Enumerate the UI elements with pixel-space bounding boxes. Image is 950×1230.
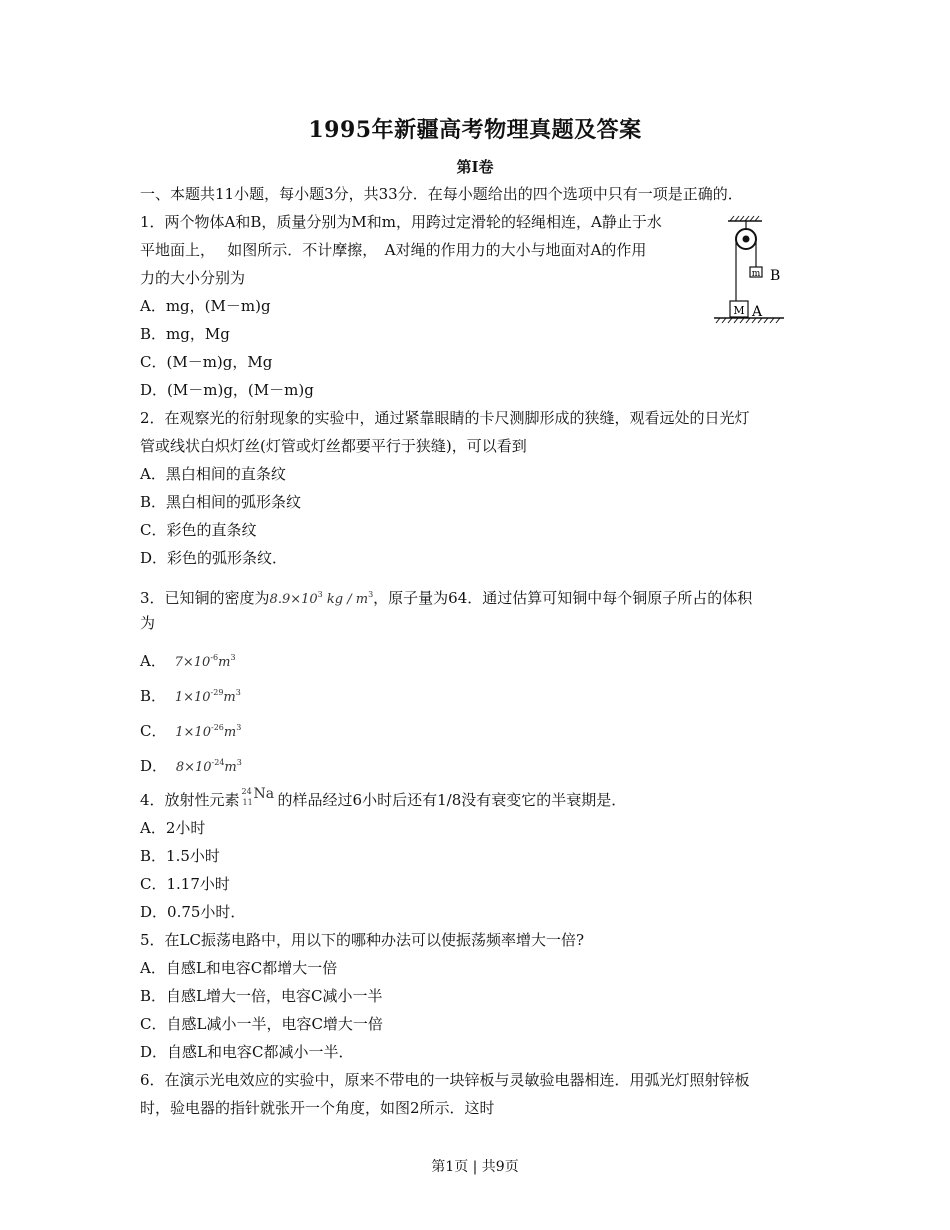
q3-option-d-exp: -24 [211, 758, 225, 767]
q4-option-a: A．2小时 [140, 819, 206, 837]
q3-option-a [140, 648, 236, 673]
q5-option-b: B．自感L增大一倍，电容C减小一半 [140, 987, 383, 1005]
q2-option-c: C．彩色的直条纹 [140, 521, 257, 539]
q6-stem-line-1: 6．在演示光电效应的实验中，原来不带电的一块锌板与灵敏验电器相连．用弧光灯照射锌板 [140, 1071, 750, 1089]
q5-option-a: A．自感L和电容C都增大一倍 [140, 959, 338, 977]
section-heading: 第Ⅰ卷 [456, 158, 494, 176]
q3-density-base: 8.9×10 [269, 592, 318, 607]
q6-stem-line-2: 时，验电器的指针就张开一个角度，如图2所示．这时 [140, 1099, 495, 1117]
q3-option-c-unit: m [223, 725, 237, 740]
q3-option-d-unit-exp: 3 [236, 758, 242, 767]
q3-density-formula [270, 592, 374, 607]
q4-nuclide-mass: 24 [241, 787, 252, 796]
pulley-diagram [710, 215, 790, 330]
q3-option-a-label: A． [140, 652, 166, 670]
q1-stem-line-3: 力的大小分别为 [140, 269, 246, 287]
q3-stem-pre: 3．已知铜的密度为 [140, 589, 270, 607]
q3-option-c-formula [175, 725, 241, 740]
q4-option-c: C．1.17小时 [140, 875, 230, 893]
q3-option-b [140, 683, 241, 708]
q3-stem-line-1 [140, 585, 752, 610]
q2-stem-line-2: 管或线状白炽灯丝(灯管或灯丝都要平行于狭缝)，可以看到 [140, 437, 527, 455]
q2-stem-line-1: 2．在观察光的衍射现象的实验中，通过紧靠眼睛的卡尺测脚形成的狭缝，观看远处的日光灯 [140, 409, 750, 427]
q3-density-unit: kg / m [326, 592, 369, 607]
q4-nuclide-atomic: 11 [242, 798, 253, 807]
q4-nuclide-symbol [240, 786, 278, 810]
q3-option-b-base: 1×10 [174, 690, 211, 705]
q1-option-c: C．(M－m)g，Mg [140, 353, 273, 371]
q3-option-a-exp: -6 [210, 653, 219, 662]
q4-nuclide-element: Na [253, 786, 275, 802]
figure-label-a: A [752, 304, 763, 320]
q4-option-b: B．1.5小时 [140, 847, 220, 865]
q3-option-c-unit-exp: 3 [236, 723, 242, 732]
q1-stem-line-1: 1．两个物体A和B，质量分别为M和m，用跨过定滑轮的轻绳相连，A静止于水 [140, 213, 662, 231]
page-footer: 第1页 | 共9页 [431, 1159, 519, 1175]
q1-option-b: B．mg，Mg [140, 325, 230, 343]
q5-option-d: D．自感L和电容C都减小一半． [140, 1043, 354, 1061]
q2-option-b: B．黑白相间的弧形条纹 [140, 493, 302, 511]
q3-option-d-label: D． [140, 757, 168, 775]
q3-option-d-base: 8×10 [175, 760, 212, 775]
q3-density-exp: 3 [317, 590, 323, 599]
q3-stem-line-2: 为 [140, 614, 156, 632]
figure-label-big-m: M [733, 304, 745, 317]
q1-stem-line-2: 平地面上， 如图所示．不计摩擦， A对绳的作用力的大小与地面对A的作用 [140, 241, 647, 259]
q3-option-a-unit-exp: 3 [230, 653, 236, 662]
q3-option-c [140, 718, 241, 743]
q3-option-d-unit: m [224, 760, 237, 775]
q3-option-d-formula [176, 760, 242, 775]
q3-option-b-formula [175, 690, 241, 705]
q3-option-b-label: B． [140, 687, 167, 705]
q3-stem-post: ，原子量为64．通过估算可知铜中每个铜原子所占的体积 [373, 589, 753, 607]
figure-label-b: B [770, 268, 781, 284]
figure-label-m: m [751, 269, 761, 279]
q4-option-d: D．0.75小时． [140, 903, 246, 921]
q1-option-d: D．(M－m)g，(M－m)g [140, 381, 314, 399]
page-title: 1995年新疆高考物理真题及答案 [308, 117, 642, 143]
q2-option-a: A．黑白相间的直条纹 [140, 465, 286, 483]
q1-option-a: A．mg，(M－m)g [140, 297, 271, 315]
q3-option-b-unit: m [223, 690, 236, 705]
q3-option-b-exp: -29 [210, 688, 224, 697]
q3-option-c-base: 1×10 [175, 725, 211, 740]
q5-option-c: C．自感L减小一半，电容C增大一倍 [140, 1015, 383, 1033]
q4-stem [140, 786, 627, 810]
q2-option-d: D．彩色的弧形条纹． [140, 549, 288, 567]
q3-option-a-unit: m [218, 655, 231, 670]
q3-option-a-formula [175, 655, 236, 670]
q4-stem-pre: 4．放射性元素 [140, 791, 240, 809]
q3-option-c-exp: -26 [210, 723, 224, 732]
q3-option-c-label: C． [140, 722, 167, 740]
q5-stem: 5．在LC振荡电路中，用以下的哪种办法可以使振荡频率增大一倍? [140, 931, 585, 949]
q3-density-unit-exp: 3 [368, 590, 374, 599]
q3-option-a-base: 7×10 [174, 655, 211, 670]
instruction-text: 一、本题共11小题，每小题3分，共33分．在每小题给出的四个选项中只有一项是正确的． [140, 185, 743, 203]
q4-stem-post: 的样品经过6小时后还有1/8没有衰变它的半衰期是． [277, 791, 627, 809]
q3-option-b-unit-exp: 3 [235, 688, 241, 697]
q3-option-d [140, 753, 242, 778]
